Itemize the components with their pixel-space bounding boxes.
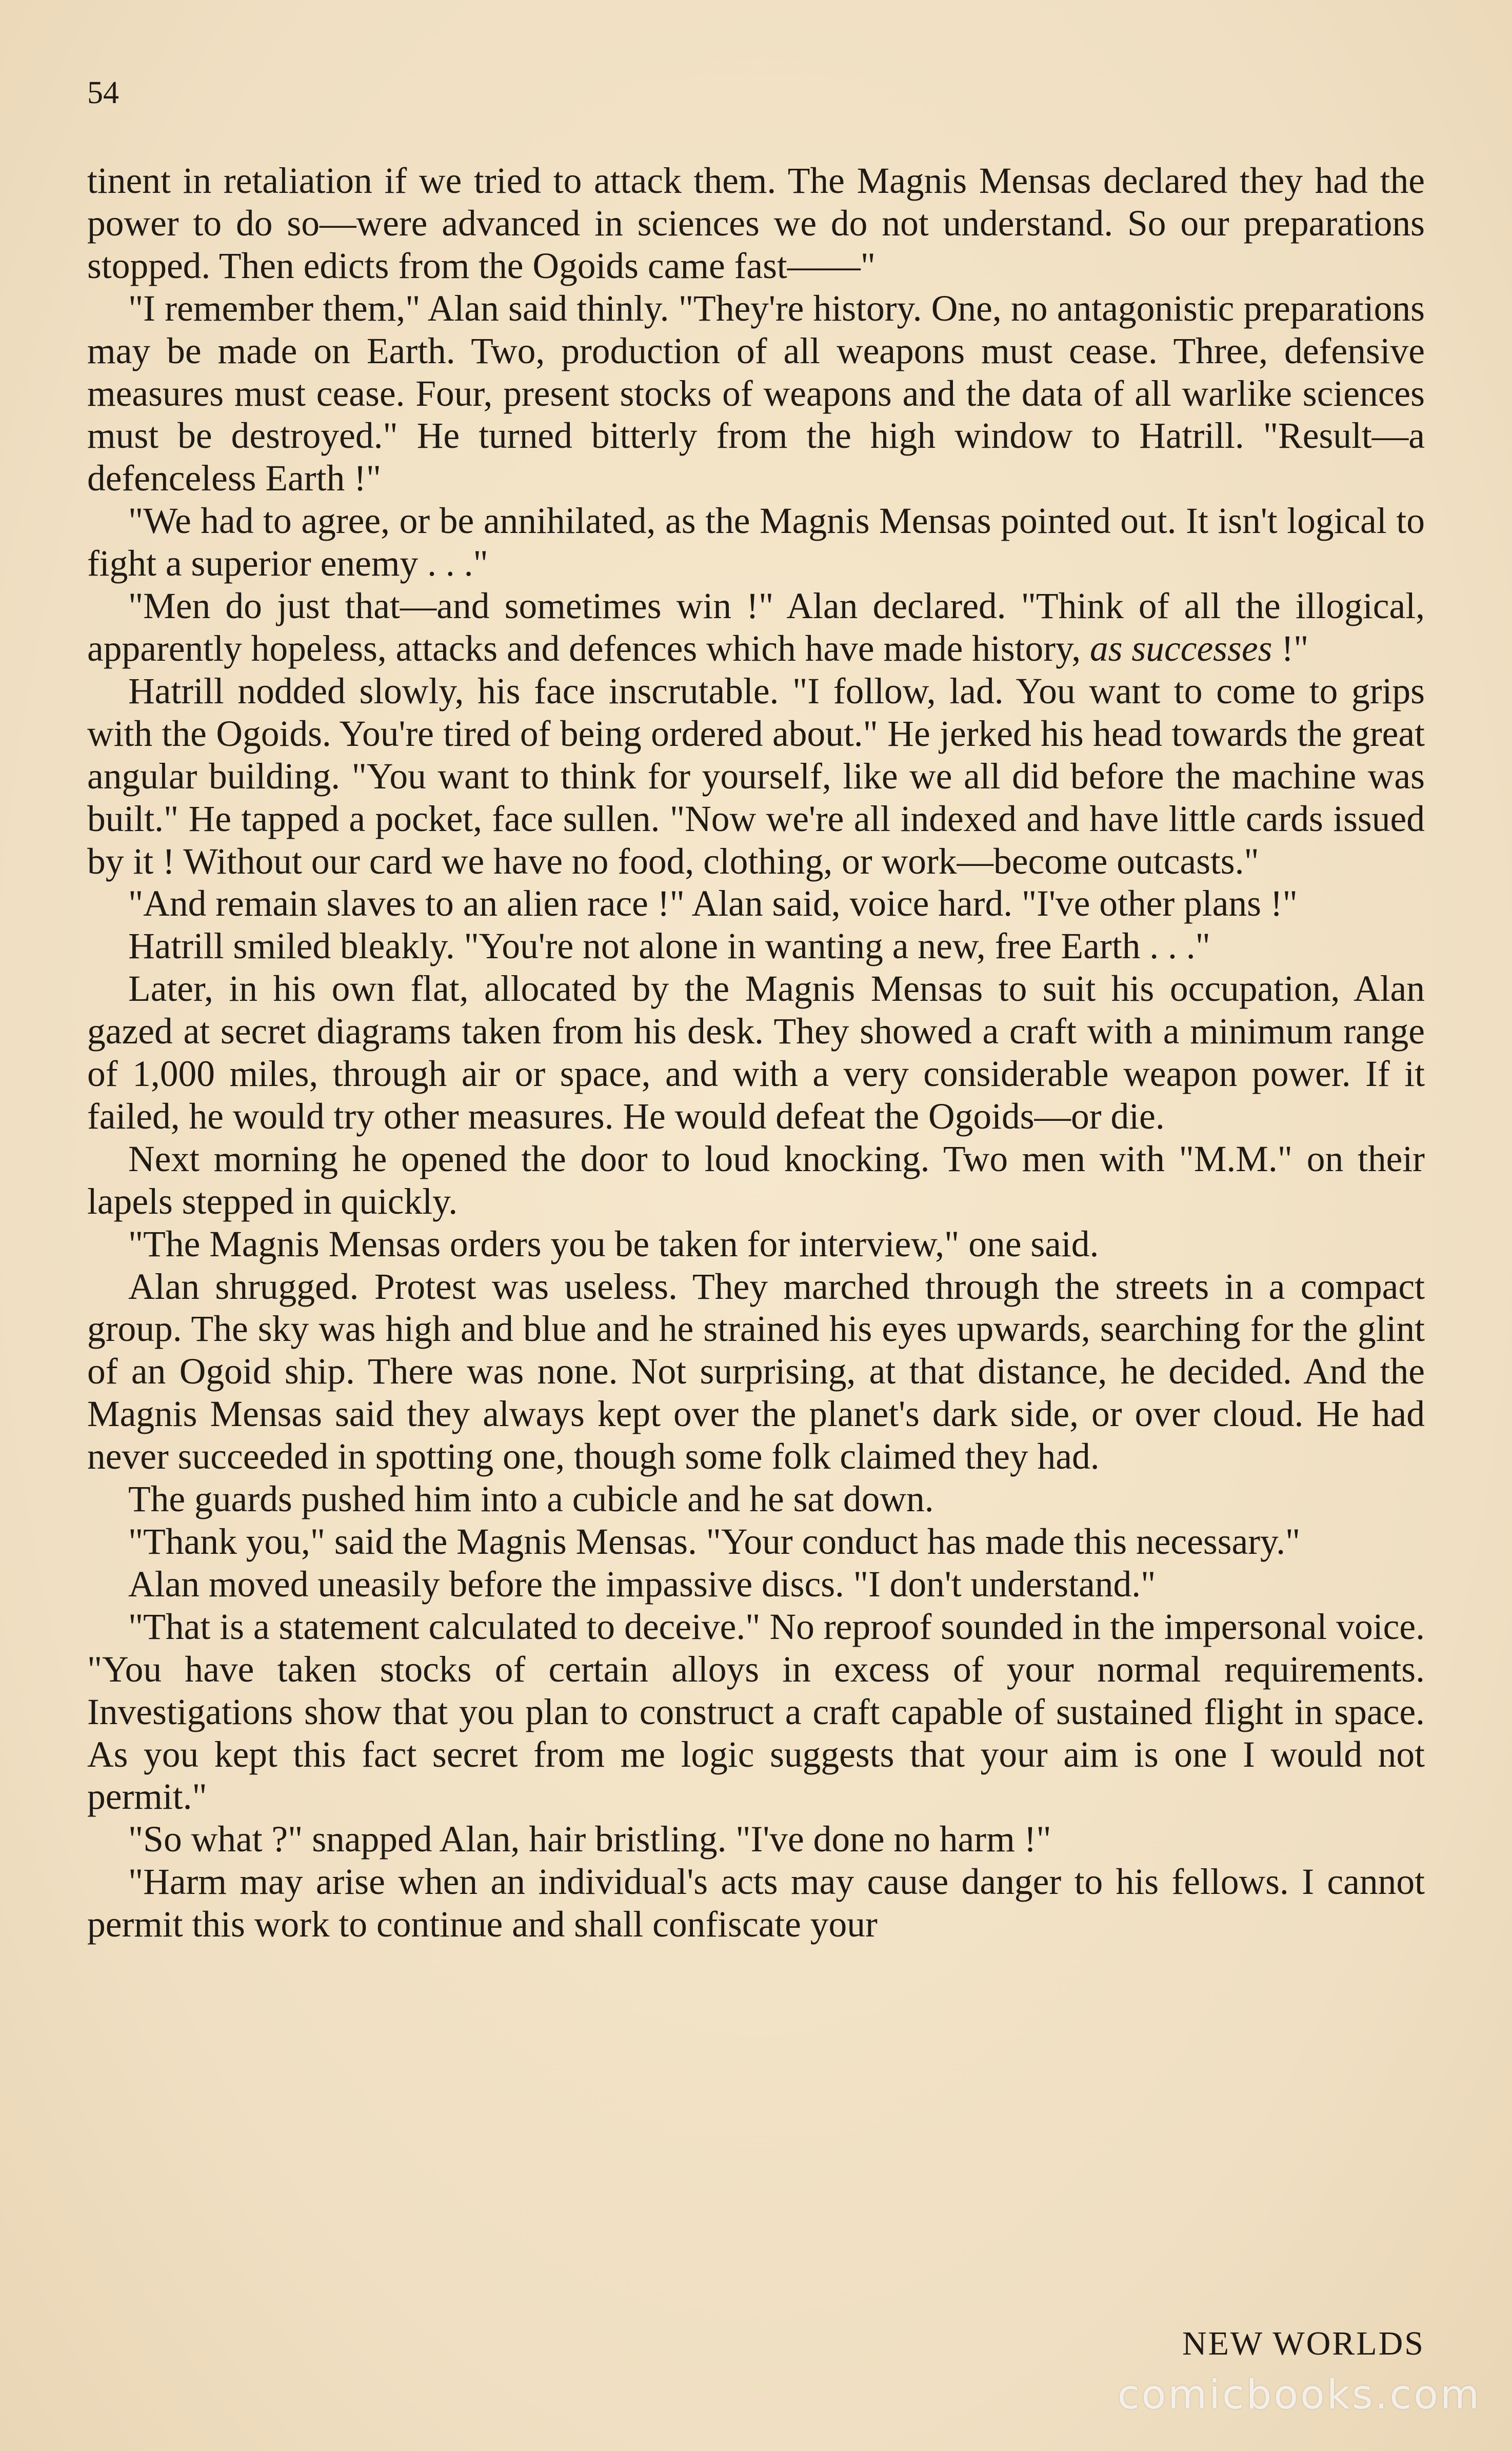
paragraph: "Harm may arise when an individual's acts may cause danger to his fellows. I cannot permit this work to continue and shall confiscate your bbox=[87, 1862, 1425, 1945]
paragraph: "Thank you," said the Magnis Mensas. "Your conduct has made this necessary." bbox=[128, 1521, 1301, 1562]
paragraph: tinent in retaliation if we tried to attack them. The Magnis Mensas declared they had the power to do so—were advanced in sciences we do not understand. So our preparations stopped. Then edicts from the Ogoids came fast——" bbox=[87, 161, 1425, 286]
paragraph: The guards pushed him into a cubicle and he sat down. bbox=[128, 1479, 934, 1520]
paragraph: Later, in his own flat, allocated by the Magnis Mensas to suit his occupation, Alan gazed at secret diagrams taken from his desk. They showed a craft with a minimum range of 1,000 miles, through air or space, and with a very considerable weapon power. If it failed, he would try other measures. He would defeat the Ogoids—or die. bbox=[87, 968, 1425, 1137]
paragraph: "We had to agree, or be annihilated, as the Magnis Mensas pointed out. It isn't logical to fight a superior enemy . . ." bbox=[87, 501, 1425, 584]
paragraph: Alan shrugged. Protest was useless. They marched through the streets in a compact group. The sky was high and blue and he strained his eyes upwards, searching for the glint of an Ogoid ship. There was none. Not surprising, at that distance, he decided. And the Magnis Mensas said they always kept over the planet's dark side, or over cloud. He had never succeeded in spotting one, though some folk claimed they had. bbox=[87, 1266, 1425, 1477]
italic-phrase: as successes bbox=[1089, 628, 1272, 669]
paragraph: Hatrill nodded slowly, his face inscrutable. "I follow, lad. You want to come to grips with the Ogoids. You're tired of being ordered about." He jerked his head towards the great angular building. "You want to think for yourself, like we all did before the machine was built." He tapped a pocket, face sullen. "Now we're all indexed and have little cards issued by it ! Without our card we have no food, clothing, or work—become outcasts." bbox=[87, 670, 1425, 882]
paragraph: "Men do just that—and sometimes win !" Alan declared. "Think of all the illogical, apparently hopeless, attacks and defences which have made history, as successes !" bbox=[87, 586, 1425, 669]
page-number: 54 bbox=[87, 75, 119, 110]
paragraph: "That is a statement calculated to deceive." No reproof sounded in the impersonal voice. "You have taken stocks of certain alloys in excess of your normal requirements. Investigations show that you plan to construct a craft capable of sustained flight in space. As you kept this fact secret from me logic suggests that your aim is one I would not permit." bbox=[87, 1606, 1425, 1817]
paragraph: "So what ?" snapped Alan, hair bristling. "I've done no harm !" bbox=[128, 1819, 1051, 1860]
paragraph: "The Magnis Mensas orders you be taken for interview," one said. bbox=[128, 1223, 1099, 1264]
running-footer-title: NEW WORLDS bbox=[1182, 2325, 1425, 2362]
paragraph: Next morning he opened the door to loud knocking. Two men with "M.M." on their lapels stepped in quickly. bbox=[87, 1138, 1425, 1222]
paragraph: "I remember them," Alan said thinly. "They're history. One, no antagonistic preparations may be made on Earth. Two, production of all weapons must cease. Three, defensive measures must cease. Four, present stocks of weapons and the data of all warlike sciences must be destroyed." He turned bitterly from the high window to Hatrill. "Result—a defenceless Earth !" bbox=[87, 288, 1425, 499]
watermark: comicbooks.com bbox=[1117, 2372, 1481, 2418]
paragraph: Alan moved uneasily before the impassive discs. "I don't understand." bbox=[128, 1564, 1156, 1605]
paragraph: "And remain slaves to an alien race !" Alan said, voice hard. "I've other plans !" bbox=[128, 883, 1298, 924]
story-text bbox=[87, 160, 1425, 1946]
paragraph: Hatrill smiled bleakly. "You're not alone in wanting a new, free Earth . . ." bbox=[128, 926, 1210, 967]
